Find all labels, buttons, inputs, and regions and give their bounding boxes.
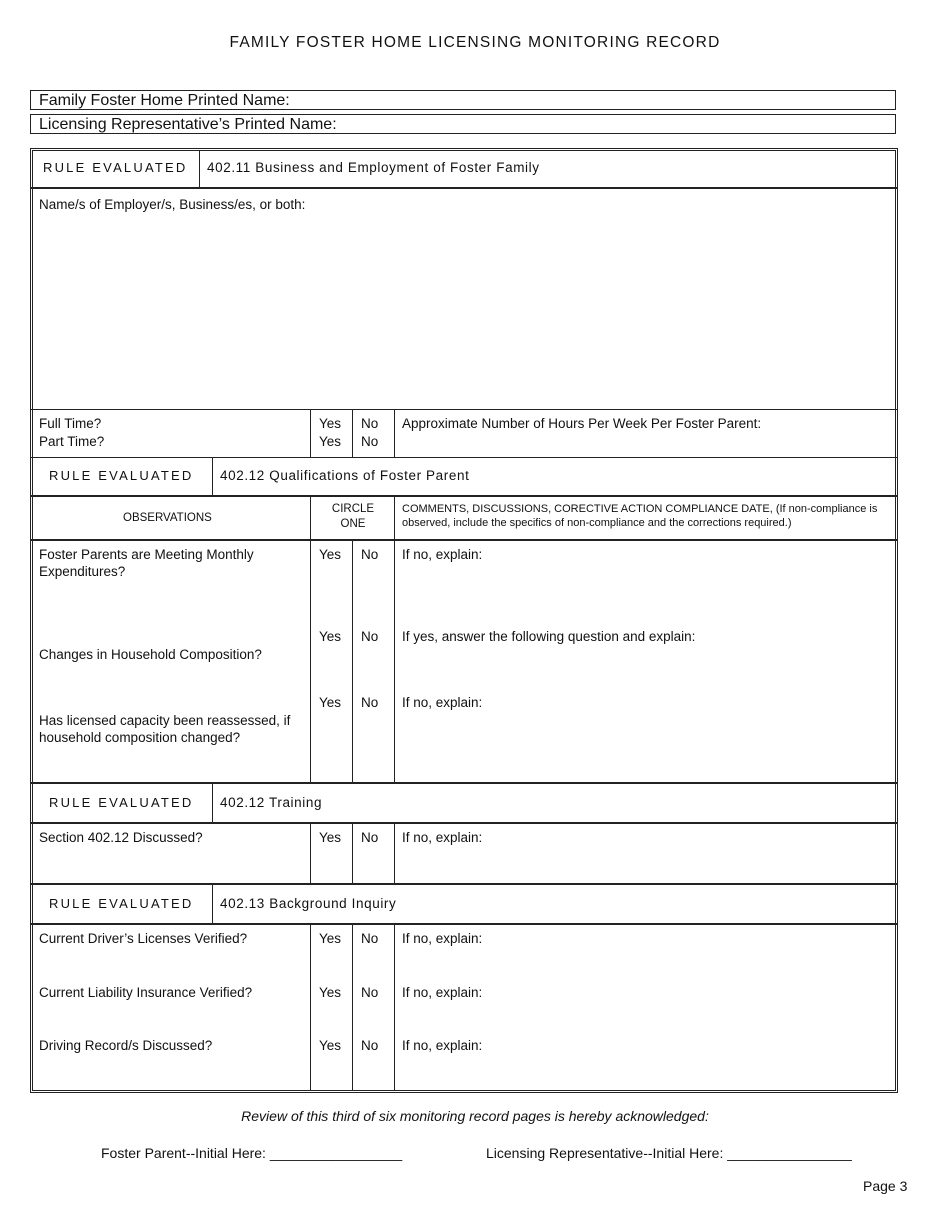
q-household-composition-note: If yes, answer the following question and explain: bbox=[402, 629, 696, 644]
q-section-discussed: Section 402.12 Discussed? bbox=[39, 830, 203, 845]
hours-label: Approximate Number of Hours Per Week Per Foster Parent: bbox=[402, 416, 762, 431]
q-section-discussed-no[interactable]: No bbox=[361, 830, 379, 845]
q-capacity-reassessed-no[interactable]: No bbox=[361, 695, 379, 710]
q-driving-record-note: If no, explain: bbox=[402, 1038, 483, 1053]
q-section-discussed-yes[interactable]: Yes bbox=[319, 830, 342, 845]
part-time-no-option[interactable]: No bbox=[361, 434, 379, 449]
q-household-composition-no[interactable]: No bbox=[361, 629, 379, 644]
divider bbox=[352, 925, 353, 1091]
divider bbox=[310, 541, 311, 783]
rule-402-12-qualifications-title: 402.12 Qualifications of Foster Parent bbox=[220, 468, 470, 483]
divider bbox=[352, 824, 353, 883]
divider bbox=[31, 187, 897, 189]
part-time-label: Part Time? bbox=[39, 434, 105, 449]
divider bbox=[31, 539, 897, 541]
q-household-composition: Changes in Household Composition? bbox=[39, 647, 262, 662]
foster-parent-initial-field[interactable]: Foster Parent--Initial Here: _________________ bbox=[101, 1145, 403, 1161]
rule-402-11-title: 402.11 Business and Employment of Foster Family bbox=[207, 160, 540, 175]
q-section-discussed-note: If no, explain: bbox=[402, 830, 483, 845]
divider bbox=[212, 457, 213, 495]
rule-402-12-training-title: 402.12 Training bbox=[220, 795, 323, 810]
q-monthly-expenditures-yes[interactable]: Yes bbox=[319, 547, 342, 562]
divider bbox=[31, 495, 897, 497]
rule-402-13-title: 402.13 Background Inquiry bbox=[220, 896, 397, 911]
divider bbox=[212, 784, 213, 822]
divider bbox=[394, 409, 395, 457]
rep-name-label: Licensing Representative’s Printed Name: bbox=[39, 116, 337, 133]
q-driving-record-yes[interactable]: Yes bbox=[319, 1038, 342, 1053]
comments-header: COMMENTS, DISCUSSIONS, CORECTIVE ACTION COMPLIANCE DATE, (If non-compliance is observed, include the specifics of non-compliance and the corrections required.) bbox=[402, 503, 878, 529]
home-name-field[interactable] bbox=[30, 90, 896, 110]
q-drivers-licenses: Current Driver’s Licenses Verified? bbox=[39, 931, 248, 946]
divider bbox=[310, 409, 311, 457]
divider bbox=[394, 496, 395, 539]
employer-input-area[interactable] bbox=[33, 215, 895, 407]
divider bbox=[31, 883, 897, 885]
q-capacity-reassessed-note: If no, explain: bbox=[402, 695, 483, 710]
q-drivers-licenses-note: If no, explain: bbox=[402, 931, 483, 946]
q-liability-insurance-note: If no, explain: bbox=[402, 985, 483, 1000]
full-time-label: Full Time? bbox=[39, 416, 102, 431]
divider bbox=[31, 409, 897, 410]
q-driving-record: Driving Record/s Discussed? bbox=[39, 1038, 213, 1053]
divider bbox=[310, 925, 311, 1091]
q-capacity-reassessed: Has licensed capacity been reassessed, if household composition changed? bbox=[39, 713, 291, 745]
rep-name-field[interactable] bbox=[30, 114, 896, 134]
employer-label: Name/s of Employer/s, Business/es, or both: bbox=[39, 197, 306, 212]
full-time-no-option[interactable]: No bbox=[361, 416, 379, 431]
q-drivers-licenses-yes[interactable]: Yes bbox=[319, 931, 342, 946]
divider bbox=[31, 782, 897, 784]
home-name-label: Family Foster Home Printed Name: bbox=[39, 92, 290, 109]
acknowledgment-text: Review of this third of six monitoring record pages is hereby acknowledged: bbox=[241, 1108, 709, 1124]
q-driving-record-no[interactable]: No bbox=[361, 1038, 379, 1053]
observations-header: OBSERVATIONS bbox=[123, 512, 212, 524]
rep-initial-field[interactable]: Licensing Representative--Initial Here: ________________ bbox=[486, 1145, 852, 1161]
circle-one-header: CIRCLE ONE bbox=[331, 503, 375, 530]
part-time-yes-option[interactable]: Yes bbox=[319, 434, 342, 449]
q-capacity-reassessed-yes[interactable]: Yes bbox=[319, 695, 342, 710]
divider bbox=[352, 541, 353, 783]
divider bbox=[394, 925, 395, 1091]
q-liability-insurance-yes[interactable]: Yes bbox=[319, 985, 342, 1000]
divider bbox=[199, 150, 200, 187]
page-title: FAMILY FOSTER HOME LICENSING MONITORING RECORD bbox=[229, 34, 721, 51]
divider bbox=[310, 496, 311, 539]
q-monthly-expenditures-no[interactable]: No bbox=[361, 547, 379, 562]
full-time-yes-option[interactable]: Yes bbox=[319, 416, 342, 431]
q-monthly-expenditures-note: If no, explain: bbox=[402, 547, 483, 562]
q-liability-insurance: Current Liability Insurance Verified? bbox=[39, 985, 253, 1000]
divider bbox=[31, 457, 897, 458]
q-household-composition-yes[interactable]: Yes bbox=[319, 629, 342, 644]
divider bbox=[212, 885, 213, 923]
rule-evaluated-label: RULE EVALUATED bbox=[43, 160, 188, 175]
q-liability-insurance-no[interactable]: No bbox=[361, 985, 379, 1000]
q-drivers-licenses-no[interactable]: No bbox=[361, 931, 379, 946]
divider bbox=[310, 824, 311, 883]
divider bbox=[31, 822, 897, 824]
page-number: Page 3 bbox=[863, 1178, 908, 1194]
divider bbox=[394, 541, 395, 783]
divider bbox=[31, 923, 897, 925]
divider bbox=[352, 409, 353, 457]
q-monthly-expenditures: Foster Parents are Meeting Monthly Expenditures? bbox=[39, 547, 254, 579]
rule-evaluated-label: RULE EVALUATED bbox=[49, 468, 194, 483]
rule-evaluated-label: RULE EVALUATED bbox=[49, 896, 194, 911]
rule-evaluated-label: RULE EVALUATED bbox=[49, 795, 194, 810]
divider bbox=[394, 824, 395, 883]
